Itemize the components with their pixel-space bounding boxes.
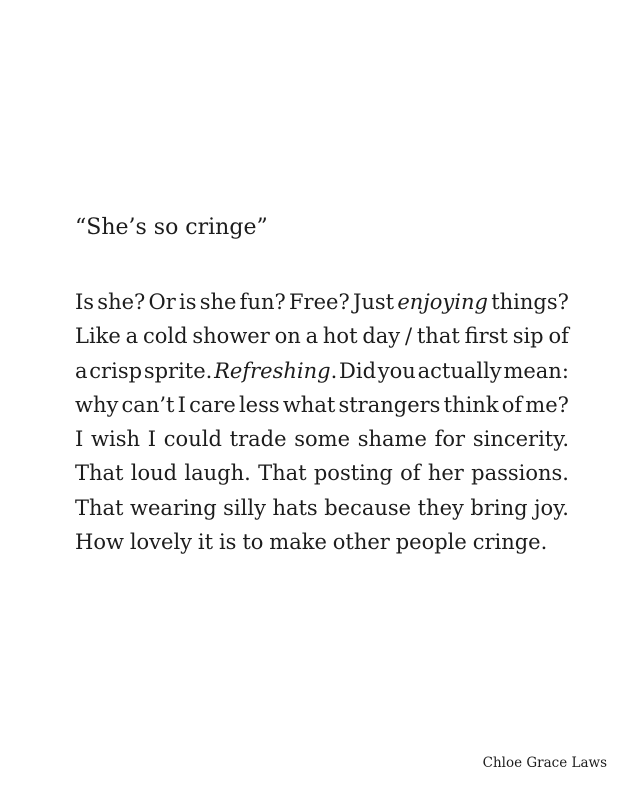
poem-line (75, 456, 569, 490)
poem-word: of (400, 461, 421, 486)
poem-word: because (324, 495, 412, 520)
poem-line (75, 422, 569, 456)
poem-word: why (75, 392, 119, 417)
poem-word: actually (417, 358, 502, 383)
poem-word: wish (91, 427, 141, 452)
poem-word: lovely (129, 530, 193, 555)
poem-word: you (377, 358, 416, 383)
poem-word: posting (313, 461, 393, 486)
poem-line (75, 388, 569, 422)
poem-word: a (75, 358, 88, 383)
poem-word: sip (512, 324, 544, 349)
poem-body (75, 285, 569, 559)
poem-word: less (238, 392, 280, 417)
emphasis-text: enjoying (397, 290, 488, 314)
poem-word: what (282, 392, 336, 417)
poem-word: sincerity. (472, 427, 569, 452)
poem-word: make (269, 530, 327, 555)
poem-word: they (417, 495, 464, 520)
poem-word: hot (322, 324, 358, 349)
poem-word: first (464, 324, 508, 349)
poem-word: of (548, 324, 569, 349)
poem-word: Like (75, 324, 121, 349)
poem-word: that (416, 324, 460, 349)
poem-word: Is (75, 290, 95, 314)
poem-word: people (395, 530, 467, 555)
poem-word (397, 285, 488, 319)
poem-word: Refreshing. (214, 358, 338, 383)
poem-line (75, 525, 569, 559)
poem-word: cringe. (472, 530, 548, 555)
poem-word: That (75, 461, 124, 486)
poem-word: could (163, 427, 222, 452)
poem-word: a (125, 324, 139, 349)
poem-word: for (434, 427, 466, 452)
poem-word: loud (130, 461, 178, 486)
poem-word: she? (97, 290, 146, 314)
poem-word: things? (491, 290, 569, 314)
poem-word: hats (272, 495, 318, 520)
poem-title: “She’s so cringe” (75, 215, 268, 240)
author-signature: Chloe Grace Laws (482, 755, 607, 771)
poem-word: fun? (239, 290, 286, 314)
poem-word: shower (192, 324, 270, 349)
poem-word: crisp (89, 358, 143, 383)
poem-line (75, 285, 569, 319)
poem-word: How (75, 530, 124, 555)
poem-word: silly (223, 495, 266, 520)
poem-word: is (218, 530, 237, 555)
poem-word: mean: (503, 358, 569, 383)
poem-word: other (332, 530, 390, 555)
poem-word: That (258, 461, 307, 486)
poem-line (75, 354, 569, 388)
poem-word: shame (357, 427, 427, 452)
emphasis-text: Refreshing (214, 358, 331, 383)
poem-word: sprite. (143, 358, 213, 383)
poem-word: care (189, 392, 236, 417)
poem-word: That (75, 495, 124, 520)
poem-word: a (305, 324, 319, 349)
poem-word: her (427, 461, 464, 486)
poem-word: Did (339, 358, 377, 383)
poem-word: she (199, 290, 237, 314)
poem-word: I (75, 427, 84, 452)
poem-word: can’t (121, 392, 175, 417)
poem-line (75, 491, 569, 525)
poem-word: some (294, 427, 350, 452)
poem-line (75, 319, 569, 353)
poem-word: on (274, 324, 301, 349)
poem-word: trade (229, 427, 287, 452)
poem-word: Just (352, 290, 395, 314)
poem-word: cold (142, 324, 188, 349)
poem-word: / (404, 324, 413, 349)
poem-word: passions. (471, 461, 569, 486)
poem-word: of (501, 392, 523, 417)
poem-word: think (443, 392, 499, 417)
poem-word: day (362, 324, 401, 349)
poem-word: I (177, 392, 186, 417)
poem-word: is (179, 290, 197, 314)
poem-word: it (197, 530, 214, 555)
poem-word: I (147, 427, 157, 452)
poem-word: wearing (130, 495, 217, 520)
poem-word: joy. (534, 495, 569, 520)
poem-word: to (242, 530, 264, 555)
poem-word: bring (470, 495, 528, 520)
poem-word: Free? (288, 290, 350, 314)
poem-word: me? (525, 392, 569, 417)
poem-word: strangers (338, 392, 441, 417)
poem-word: Or (148, 290, 176, 314)
poem-word: laugh. (184, 461, 251, 486)
